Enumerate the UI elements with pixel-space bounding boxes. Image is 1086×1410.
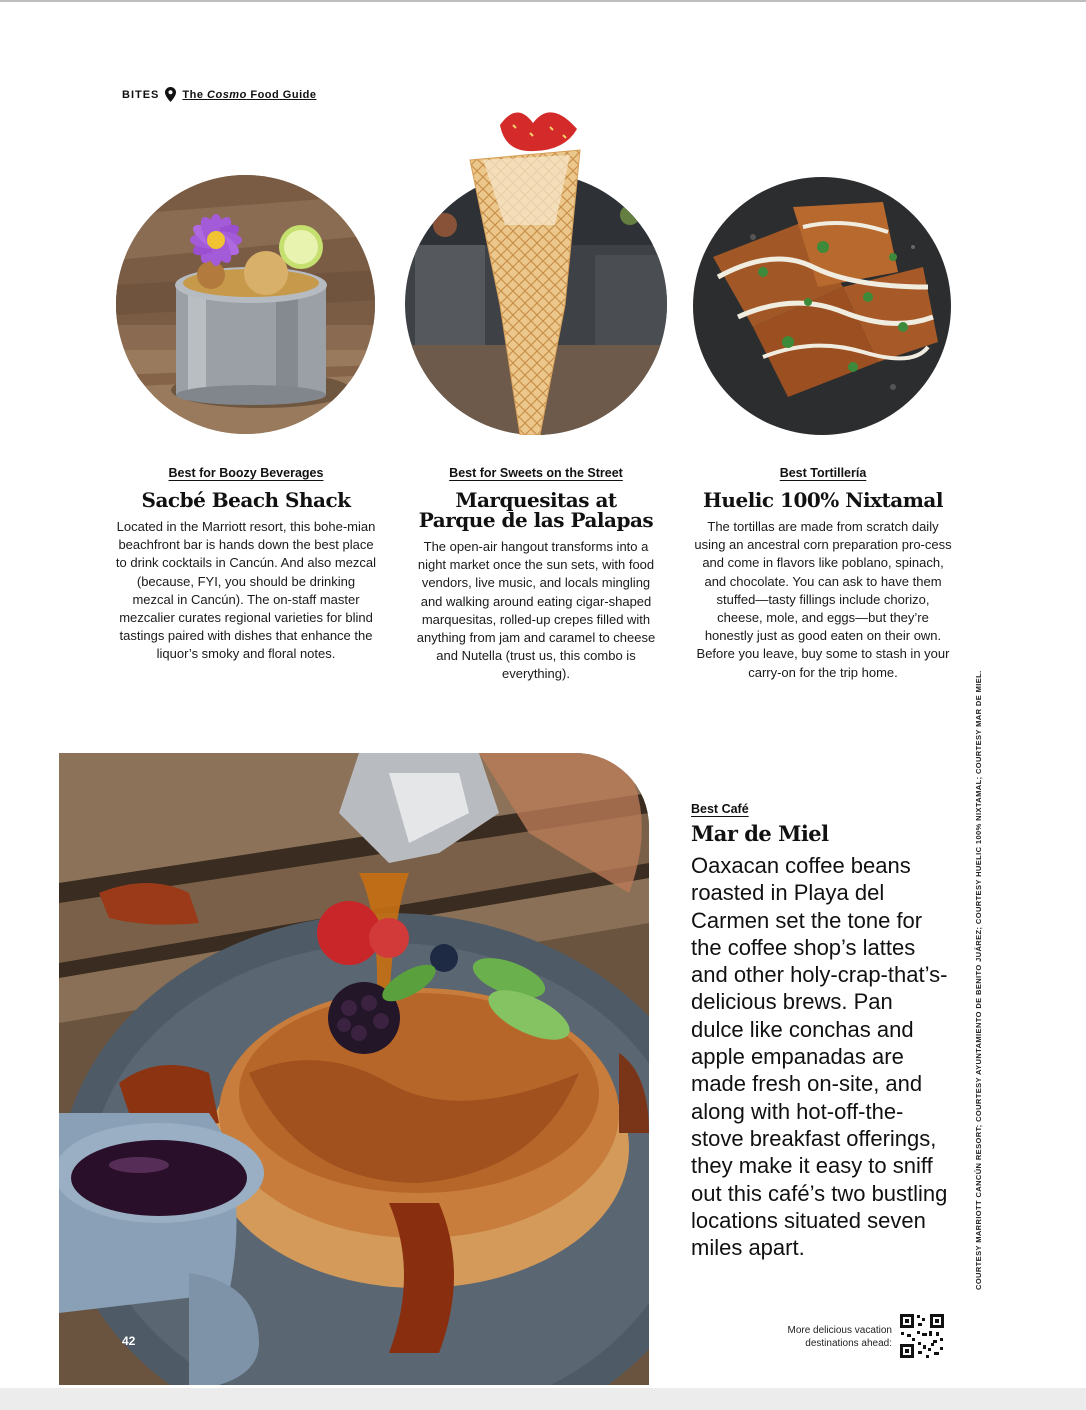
top-rule <box>0 0 1086 2</box>
title-marquesitas: Marquesitas at Parque de las Palapas <box>418 488 654 532</box>
body-marquesitas: The open-air hangout transforms into a night market once the sun sets, with food vendors, live music, and locals mingling and walking around eating cigar-shaped marquesitas, rolled-up crepes filled with anything from jam and caramel to cheese and Nutella (trust us, this combo is everything). <box>416 539 656 682</box>
bottom-strip <box>0 1388 1086 1410</box>
kicker-cafe: Best Café <box>691 802 749 816</box>
feature-sweets <box>414 466 658 684</box>
title-huelic: Huelic 100% Nixtamal <box>703 488 943 512</box>
guide-suffix: Food Guide <box>246 88 317 101</box>
guide-brand: Cosmo <box>207 88 247 101</box>
location-pin-icon <box>165 87 176 102</box>
title-mar-de-miel: Mar de Miel <box>691 821 829 846</box>
qr-code-icon[interactable] <box>898 1312 946 1360</box>
kicker-tortilleria: Best Tortillería <box>779 466 867 480</box>
more-destinations-text: More delicious vacation destinations ahead: <box>787 1325 892 1349</box>
kicker-boozy: Best for Boozy Beverages <box>168 466 324 480</box>
guide-prefix: The <box>182 88 208 101</box>
running-header <box>122 87 316 102</box>
kicker-sweets: Best for Sweets on the Street <box>449 466 623 480</box>
section-label: BITES <box>122 88 160 101</box>
title-sacbe: Sacbé Beach Shack <box>141 488 351 512</box>
pancake-photo <box>59 753 649 1385</box>
body-huelic: The tortillas are made from scratch daily using an ancestral corn preparation pro-cess and come in flavors like poblano, spinach, and chocolate. You can ask to have them stuffed—tasty fillings include chorizo, cheese, mole, and eggs—but they’re honestly just as good eaten on their own. Before you leave, buy some to stash in your carry-on for the trip home. <box>694 519 952 680</box>
marquesita-photo <box>405 105 667 435</box>
feature-boozy <box>115 466 377 664</box>
body-mar-de-miel: Oaxacan coffee beans roasted in Playa del Carmen set the tone for the coffee shop’s lattes and other holy-crap-that’s-delicious brews. Pan dulce like conchas and apple empanadas are made fresh on-site, and along with hot-off-the-stove breakfast offerings, they make it easy to sniff out this café’s two bustling locations situated seven miles apart. <box>691 853 948 1261</box>
photo-credit: COURTESY MARRIOTT CANCÚN RESORT; COURTESY AYUNTAMIENTO DE BENITO JUÁREZ; COURTESY HUELIC 100% NIXTAMAL; COURTESY MAR DE MIEL. <box>974 670 983 1290</box>
guide-title <box>182 89 316 101</box>
page-number: 42 <box>122 1334 136 1348</box>
tortilla-photo <box>693 177 951 435</box>
feature-tortilleria <box>692 466 954 682</box>
cocktail-photo <box>116 175 375 434</box>
feature-cafe <box>691 802 951 1261</box>
body-sacbe: Located in the Marriott resort, this bohe-mian beachfront bar is hands down the best place to drink cocktails in Cancún. And also mezcal (because, FYI, you should be drinking mezcal in Cancún). The on-staff master mezcalier curates regional varieties for blind tastings paired with dishes that enhance the liquor’s smoky and floral notes. <box>115 519 377 662</box>
